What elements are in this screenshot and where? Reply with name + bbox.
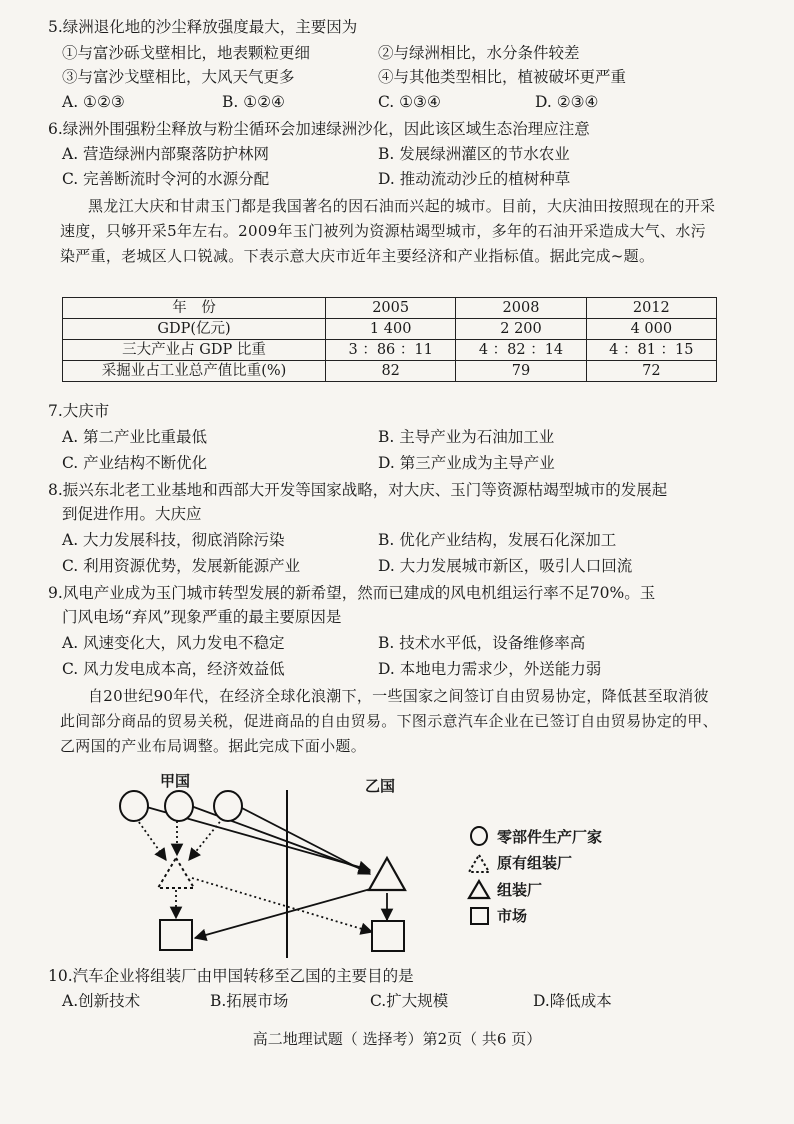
table-cell: 三大产业占 GDP 比重 [63, 340, 326, 361]
market-a-icon [160, 920, 192, 950]
q9-stem-line1: 9.风电产业成为玉门城市转型发展的新希望，然而已建成的风电机组运行率不足70%。玉 [48, 584, 656, 602]
q5-statement-2: ②与绿洲相比，水分条件较差 [378, 44, 580, 62]
parts-factory-icon [120, 791, 148, 821]
q7-stem: 7.大庆市 [48, 402, 110, 420]
legend-market: 市场 [497, 907, 528, 925]
table-cell: 4 ：82 ：14 [456, 340, 586, 361]
q5-option-d: D. ②③④ [535, 93, 599, 111]
q8-option-d: D. 大力发展城市新区，吸引人口回流 [378, 557, 633, 575]
q9-stem-line2: 门风电场“弃风”现象严重的最主要原因是 [62, 608, 342, 626]
table-header-cell: 2008 [456, 298, 586, 319]
q10-option-a: A.创新技术 [62, 992, 141, 1010]
q7-option-a: A. 第二产业比重最低 [62, 428, 208, 446]
table-cell: 1 400 [326, 319, 456, 340]
passage-daqing-yumen: 黑龙江大庆和甘肃玉门都是我国著名的因石油而兴起的城市。目前，大庆油田按照现在的开采速度，只够开采5年左右。2009年玉门被列为资源枯竭型城市，多年的石油开采造成大气、水污染严重，老城区人口锐减。下表示意大庆市近年主要经济和产业指标值。据此完成~题。 [60, 197, 716, 265]
q5-option-a: A. ①②③ [62, 93, 125, 111]
q7-option-b: B. 主导产业为石油加工业 [378, 428, 555, 446]
flow-line-dotted [136, 818, 166, 860]
parts-factory-icon [165, 791, 193, 821]
q8-stem-line2: 到促进作用。大庆应 [62, 505, 202, 523]
q5-statement-1: ①与富沙砾戈壁相比，地表颗粒更细 [62, 44, 311, 62]
q8-option-a: A. 大力发展科技，彻底消除污染 [62, 531, 285, 549]
q5-stem: 5.绿洲退化地的沙尘释放强度最大，主要因为 [48, 18, 358, 36]
table-cell: 2 200 [456, 319, 586, 340]
q10-stem: 10.汽车企业将组装厂由甲国转移至乙国的主要目的是 [48, 967, 414, 985]
table-cell: 3 ：86 ：11 [326, 340, 456, 361]
q9-option-a: A. 风速变化大，风力发电不稳定 [62, 634, 285, 652]
legend-assembly-plant: 组装厂 [497, 881, 543, 899]
q5-option-c: C. ①③④ [378, 93, 441, 111]
flow-line-solid [238, 806, 370, 874]
q6-option-c: C. 完善断流时令河的水源分配 [62, 170, 270, 188]
q6-stem: 6.绿洲外围强粉尘释放与粉尘循环会加速绿洲沙化，因此该区域生态治理应注意 [48, 120, 590, 138]
q8-option-c: C. 利用资源优势，发展新能源产业 [62, 557, 301, 575]
q8-stem-line1: 8.振兴东北老工业基地和西部大开发等国家战略，对大庆、玉门等资源枯竭型城市的发展起 [48, 481, 668, 499]
legend-circle-icon [471, 827, 487, 845]
passage-free-trade: 自20世纪90年代，在经济全球化浪潮下，一些国家之间签订自由贸易协定，降低甚至取消彼此间部分商品的贸易关税，促进商品的自由贸易。下图示意汽车企业在已签订自由贸易协定的甲、乙两国的产业布局调整。据此完成下面小题。 [60, 687, 718, 755]
legend-dashed-triangle-icon [469, 855, 489, 872]
legend-original-assembly: 原有组装厂 [497, 854, 573, 872]
q7-option-c: C. 产业结构不断优化 [62, 454, 208, 472]
q9-option-b: B. 技术水平低，设备维修率高 [378, 634, 586, 652]
table-header-cell: 2012 [586, 298, 716, 319]
country-b-label: 乙国 [365, 777, 396, 795]
q10-option-d: D.降低成本 [533, 992, 612, 1010]
assembly-plant-icon [369, 858, 405, 890]
flow-line-dotted [192, 878, 372, 932]
q9-option-c: C. 风力发电成本高，经济效益低 [62, 660, 285, 678]
q5-statement-4: ④与其他类型相比，植被破坏更严重 [378, 68, 627, 86]
page-footer: 高二地理试题（ 选择考）第2页（ 共6 页） [252, 1030, 542, 1048]
table-cell: 79 [456, 361, 586, 382]
q10-option-b: B.拓展市场 [210, 992, 289, 1010]
flow-line-solid [195, 888, 374, 938]
table-cell: GDP(亿元) [63, 319, 326, 340]
legend-parts-factory: 零部件生产厂家 [497, 828, 603, 846]
table-header-cell: 2005 [326, 298, 456, 319]
q5-statement-3: ③与富沙戈壁相比，大风天气更多 [62, 68, 295, 86]
q7-option-d: D. 第三产业成为主导产业 [378, 454, 555, 472]
q10-option-c: C.扩大规模 [370, 992, 449, 1010]
table-cell: 4 ：81 ：15 [586, 340, 716, 361]
original-assembly-plant-icon [158, 858, 194, 888]
q8-option-b: B. 优化产业结构，发展石化深加工 [378, 531, 617, 549]
table-cell: 82 [326, 361, 456, 382]
table-cell: 采掘业占工业总产值比重(%) [63, 361, 326, 382]
q9-option-d: D. 本地电力需求少，外送能力弱 [378, 660, 602, 678]
legend-square-icon [471, 908, 488, 924]
q6-option-b: B. 发展绿洲灌区的节水农业 [378, 145, 570, 163]
table-cell: 72 [586, 361, 716, 382]
country-a-label: 甲国 [160, 772, 191, 790]
q5-option-b: B. ①②④ [222, 93, 285, 111]
q6-option-d: D. 推动流动沙丘的植树种草 [378, 170, 571, 188]
table-cell: 4 000 [586, 319, 716, 340]
legend-triangle-icon [469, 881, 489, 898]
parts-factory-icon [214, 791, 242, 821]
market-b-icon [372, 921, 404, 951]
table-header-cell: 年 份 [63, 298, 326, 319]
q6-option-a: A. 营造绿洲内部聚落防护林网 [62, 145, 270, 163]
